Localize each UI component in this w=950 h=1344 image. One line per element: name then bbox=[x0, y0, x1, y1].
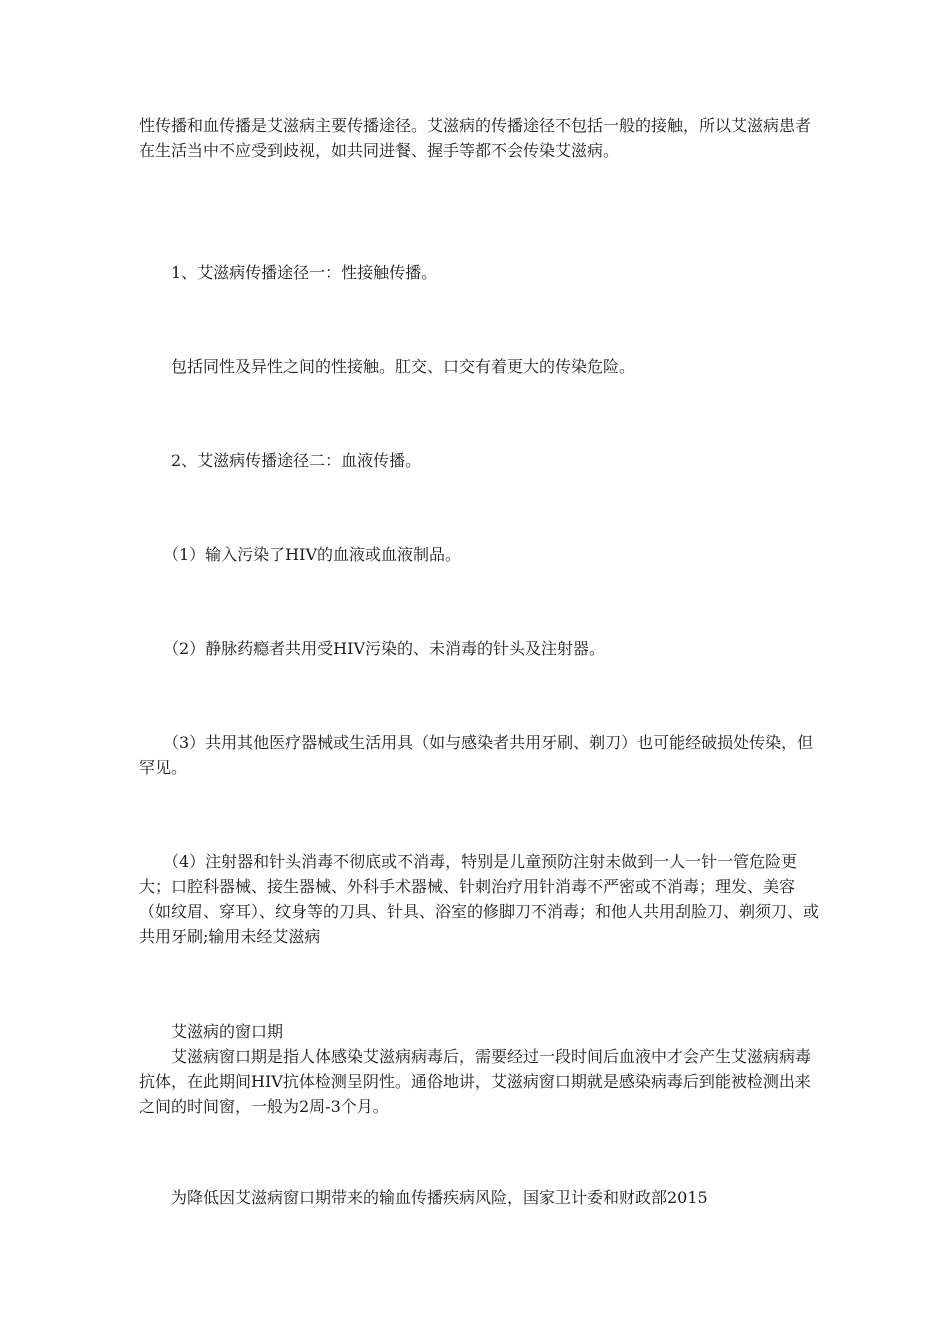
route-two-item-4: （4）注射器和针头消毒不彻底或不消毒，特别是儿童预防注射未做到一人一针一管危险更大；口腔科器械、接生器械、外科手术器械、针刺治疗用针消毒不严密或不消毒；理发、美容（如纹眉、穿耳）、纹身等的刀具、针具、浴室的修脚刀不消毒；和他人共用刮脸刀、剃须刀、或共用牙刷;输用未经艾滋病 bbox=[139, 852, 820, 946]
route-two-item-3: （3）共用其他医疗器械或生活用具（如与感染者共用牙刷、剃刀）也可能经破损处传染，但罕见。 bbox=[139, 733, 814, 777]
intro-paragraph: 性传播和血传播是艾滋病主要传播途径。艾滋病的传播途径不包括一般的接触，所以艾滋病患者在生活当中不应受到歧视，如共同进餐、握手等都不会传染艾滋病。 bbox=[139, 116, 812, 160]
route-two-item-1: （1）输入污染了HIV的血液或血液制品。 bbox=[139, 545, 462, 564]
route-one-paragraph: 包括同性及异性之间的性接触。肛交、口交有着更大的传染危险。 bbox=[139, 357, 636, 376]
route-two-heading: 2、艾滋病传播途径二：血液传播。 bbox=[139, 451, 422, 470]
route-two-item-2: （2）静脉药瘾者共用受HIV污染的、未消毒的针头及注射器。 bbox=[139, 639, 606, 658]
risk-reduction-paragraph: 为降低因艾滋病窗口期带来的输血传播疾病风险，国家卫计委和财政部2015 bbox=[139, 1188, 708, 1207]
route-one-heading: 1、艾滋病传播途径一：性接触传播。 bbox=[139, 263, 438, 282]
window-period-section: 艾滋病的窗口期 艾滋病窗口期是指人体感染艾滋病病毒后，需要经过一段时间后血液中才会产生艾滋病病毒抗体，在此期间HIV抗体检测呈阴性。通俗地讲，艾滋病窗口期就是感染病毒后到能被检测出来之间的时间窗，一般为2周-3个月。 bbox=[139, 1022, 812, 1116]
